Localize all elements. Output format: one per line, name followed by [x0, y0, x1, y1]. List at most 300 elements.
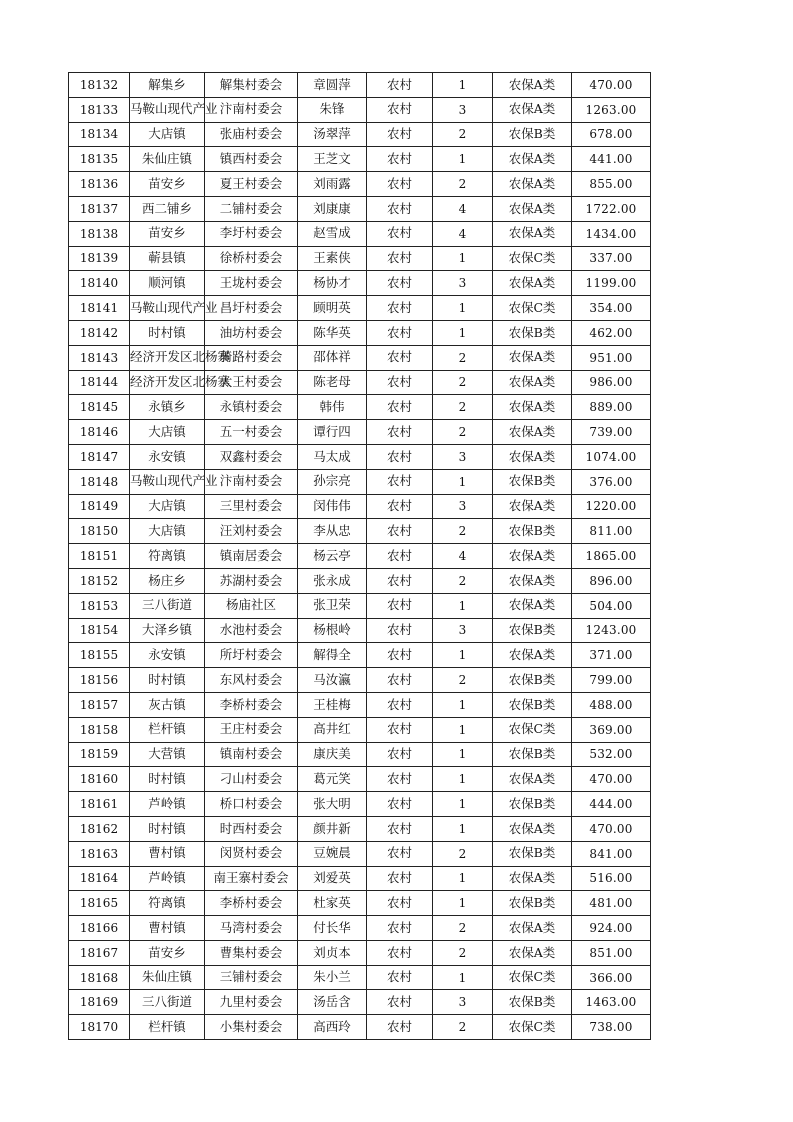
person-name-cell: 李从忠 [298, 519, 367, 544]
township-cell: 符离镇 [130, 544, 205, 569]
household-count-cell: 1 [433, 296, 493, 321]
household-count-cell: 3 [433, 990, 493, 1015]
township-cell: 曹村镇 [130, 916, 205, 941]
household-count-cell: 2 [433, 841, 493, 866]
household-count-cell: 2 [433, 172, 493, 197]
village-committee-cell: 桥口村委会 [205, 792, 298, 817]
table-row [69, 742, 651, 767]
amount-cell: 516.00 [572, 866, 651, 891]
area-type-cell: 农村 [367, 395, 433, 420]
person-name-cell: 颜井新 [298, 816, 367, 841]
township-cell: 符离镇 [130, 891, 205, 916]
person-name-cell: 陈老母 [298, 370, 367, 395]
table-row [69, 692, 651, 717]
table-row [69, 97, 651, 122]
table-row [69, 345, 651, 370]
insurance-category-cell: 农保A类 [493, 916, 572, 941]
person-name-cell: 杨协才 [298, 271, 367, 296]
area-type-cell: 农村 [367, 147, 433, 172]
area-type-cell: 农村 [367, 444, 433, 469]
township-cell: 大店镇 [130, 420, 205, 445]
household-count-cell: 2 [433, 668, 493, 693]
household-count-cell: 2 [433, 370, 493, 395]
township-cell: 永镇乡 [130, 395, 205, 420]
table-row [69, 271, 651, 296]
village-committee-cell: 汪刘村委会 [205, 519, 298, 544]
village-committee-cell: 镇西村委会 [205, 147, 298, 172]
insurance-category-cell: 农保A类 [493, 444, 572, 469]
record-number-cell: 18149 [69, 494, 130, 519]
area-type-cell: 农村 [367, 122, 433, 147]
township-cell: 时村镇 [130, 816, 205, 841]
township-cell: 苗安乡 [130, 221, 205, 246]
person-name-cell: 章圆萍 [298, 73, 367, 98]
table-row [69, 891, 651, 916]
person-name-cell: 张大明 [298, 792, 367, 817]
village-committee-cell: 李桥村委会 [205, 692, 298, 717]
person-name-cell: 邵体祥 [298, 345, 367, 370]
insurance-category-cell: 农保A类 [493, 767, 572, 792]
table-body [69, 73, 651, 1040]
household-count-cell: 1 [433, 717, 493, 742]
amount-cell: 1722.00 [572, 196, 651, 221]
record-number-cell: 18143 [69, 345, 130, 370]
township-cell: 解集乡 [130, 73, 205, 98]
insurance-category-cell: 农保C类 [493, 965, 572, 990]
township-cell: 永安镇 [130, 444, 205, 469]
household-count-cell: 2 [433, 1015, 493, 1040]
household-count-cell: 2 [433, 916, 493, 941]
person-name-cell: 朱锋 [298, 97, 367, 122]
area-type-cell: 农村 [367, 320, 433, 345]
household-count-cell: 2 [433, 940, 493, 965]
township-cell: 永安镇 [130, 643, 205, 668]
insurance-category-cell: 农保A类 [493, 940, 572, 965]
area-type-cell: 农村 [367, 618, 433, 643]
record-number-cell: 18162 [69, 816, 130, 841]
table-row [69, 469, 651, 494]
person-name-cell: 赵雪成 [298, 221, 367, 246]
township-cell: 大营镇 [130, 742, 205, 767]
amount-cell: 1074.00 [572, 444, 651, 469]
household-count-cell: 2 [433, 345, 493, 370]
area-type-cell: 农村 [367, 519, 433, 544]
area-type-cell: 农村 [367, 73, 433, 98]
township-cell: 西二铺乡 [130, 196, 205, 221]
village-committee-cell: 三铺村委会 [205, 965, 298, 990]
amount-cell: 470.00 [572, 73, 651, 98]
village-committee-cell: 二铺村委会 [205, 196, 298, 221]
insurance-category-cell: 农保B类 [493, 122, 572, 147]
insurance-category-cell: 农保A类 [493, 196, 572, 221]
household-count-cell: 3 [433, 618, 493, 643]
village-committee-cell: 双鑫村委会 [205, 444, 298, 469]
township-cell: 曹村镇 [130, 841, 205, 866]
table-row [69, 296, 651, 321]
record-number-cell: 18144 [69, 370, 130, 395]
record-number-cell: 18168 [69, 965, 130, 990]
table-row [69, 122, 651, 147]
township-cell: 大店镇 [130, 519, 205, 544]
household-count-cell: 2 [433, 122, 493, 147]
amount-cell: 678.00 [572, 122, 651, 147]
household-count-cell: 1 [433, 320, 493, 345]
record-number-cell: 18148 [69, 469, 130, 494]
village-committee-cell: 东风村委会 [205, 668, 298, 693]
township-cell: 大泽乡镇 [130, 618, 205, 643]
area-type-cell: 农村 [367, 990, 433, 1015]
amount-cell: 739.00 [572, 420, 651, 445]
amount-cell: 951.00 [572, 345, 651, 370]
village-committee-cell: 大王村委会 [205, 370, 298, 395]
record-number-cell: 18160 [69, 767, 130, 792]
insurance-category-cell: 农保A类 [493, 420, 572, 445]
village-committee-cell: 闵贤村委会 [205, 841, 298, 866]
area-type-cell: 农村 [367, 221, 433, 246]
record-number-cell: 18155 [69, 643, 130, 668]
record-number-cell: 18167 [69, 940, 130, 965]
area-type-cell: 农村 [367, 345, 433, 370]
insurance-category-cell: 农保B类 [493, 792, 572, 817]
table-row [69, 643, 651, 668]
township-cell: 顺河镇 [130, 271, 205, 296]
table-row [69, 395, 651, 420]
area-type-cell: 农村 [367, 172, 433, 197]
household-count-cell: 1 [433, 742, 493, 767]
area-type-cell: 农村 [367, 370, 433, 395]
area-type-cell: 农村 [367, 866, 433, 891]
insurance-category-cell: 农保B类 [493, 742, 572, 767]
area-type-cell: 农村 [367, 792, 433, 817]
area-type-cell: 农村 [367, 717, 433, 742]
household-count-cell: 2 [433, 395, 493, 420]
table-row [69, 866, 651, 891]
amount-cell: 924.00 [572, 916, 651, 941]
household-count-cell: 1 [433, 792, 493, 817]
village-committee-cell: 镇南居委会 [205, 544, 298, 569]
record-number-cell: 18150 [69, 519, 130, 544]
village-committee-cell: 九里村委会 [205, 990, 298, 1015]
household-count-cell: 1 [433, 469, 493, 494]
area-type-cell: 农村 [367, 469, 433, 494]
person-name-cell: 刘爱英 [298, 866, 367, 891]
person-name-cell: 王桂梅 [298, 692, 367, 717]
person-name-cell: 杜家英 [298, 891, 367, 916]
insurance-category-cell: 农保A类 [493, 172, 572, 197]
amount-cell: 504.00 [572, 593, 651, 618]
village-committee-cell: 徐桥村委会 [205, 246, 298, 271]
household-count-cell: 3 [433, 444, 493, 469]
person-name-cell: 王素侠 [298, 246, 367, 271]
record-number-cell: 18146 [69, 420, 130, 445]
record-number-cell: 18166 [69, 916, 130, 941]
amount-cell: 986.00 [572, 370, 651, 395]
amount-cell: 488.00 [572, 692, 651, 717]
household-count-cell: 3 [433, 97, 493, 122]
insurance-category-cell: 农保A类 [493, 221, 572, 246]
table-row [69, 444, 651, 469]
amount-cell: 366.00 [572, 965, 651, 990]
table-row [69, 420, 651, 445]
amount-cell: 462.00 [572, 320, 651, 345]
area-type-cell: 农村 [367, 246, 433, 271]
village-committee-cell: 三里村委会 [205, 494, 298, 519]
person-name-cell: 闵伟伟 [298, 494, 367, 519]
table-row [69, 618, 651, 643]
insurance-category-cell: 农保B类 [493, 519, 572, 544]
person-name-cell: 马汝瀛 [298, 668, 367, 693]
village-committee-cell: 王垅村委会 [205, 271, 298, 296]
table-row [69, 73, 651, 98]
record-number-cell: 18138 [69, 221, 130, 246]
amount-cell: 799.00 [572, 668, 651, 693]
person-name-cell: 王芝文 [298, 147, 367, 172]
record-number-cell: 18165 [69, 891, 130, 916]
person-name-cell: 付长华 [298, 916, 367, 941]
amount-cell: 738.00 [572, 1015, 651, 1040]
person-name-cell: 杨根岭 [298, 618, 367, 643]
record-number-cell: 18156 [69, 668, 130, 693]
village-committee-cell: 解集村委会 [205, 73, 298, 98]
village-committee-cell: 所圩村委会 [205, 643, 298, 668]
area-type-cell: 农村 [367, 742, 433, 767]
record-number-cell: 18157 [69, 692, 130, 717]
table-row [69, 246, 651, 271]
township-cell: 芦岭镇 [130, 866, 205, 891]
insurance-category-cell: 农保B类 [493, 320, 572, 345]
table-row [69, 544, 651, 569]
person-name-cell: 马太成 [298, 444, 367, 469]
insurance-category-cell: 农保A类 [493, 97, 572, 122]
village-committee-cell: 骑路村委会 [205, 345, 298, 370]
household-count-cell: 3 [433, 494, 493, 519]
record-number-cell: 18142 [69, 320, 130, 345]
household-count-cell: 1 [433, 692, 493, 717]
household-count-cell: 2 [433, 568, 493, 593]
amount-cell: 889.00 [572, 395, 651, 420]
person-name-cell: 高西玲 [298, 1015, 367, 1040]
township-cell: 经济开发区北杨寨 [130, 345, 205, 370]
insurance-category-cell: 农保B类 [493, 692, 572, 717]
person-name-cell: 张卫荣 [298, 593, 367, 618]
township-cell: 时村镇 [130, 320, 205, 345]
insurance-category-cell: 农保A类 [493, 866, 572, 891]
village-committee-cell: 五一村委会 [205, 420, 298, 445]
area-type-cell: 农村 [367, 420, 433, 445]
insurance-category-cell: 农保A类 [493, 395, 572, 420]
household-count-cell: 1 [433, 147, 493, 172]
village-committee-cell: 刁山村委会 [205, 767, 298, 792]
amount-cell: 354.00 [572, 296, 651, 321]
insurance-category-cell: 农保A类 [493, 147, 572, 172]
amount-cell: 371.00 [572, 643, 651, 668]
amount-cell: 811.00 [572, 519, 651, 544]
table-row [69, 519, 651, 544]
amount-cell: 896.00 [572, 568, 651, 593]
person-name-cell: 解得全 [298, 643, 367, 668]
township-cell: 三八街道 [130, 990, 205, 1015]
household-count-cell: 2 [433, 420, 493, 445]
insurance-category-cell: 农保A类 [493, 816, 572, 841]
table-row [69, 668, 651, 693]
insurance-category-cell: 农保B类 [493, 990, 572, 1015]
village-committee-cell: 南王寨村委会 [205, 866, 298, 891]
person-name-cell: 康庆美 [298, 742, 367, 767]
person-name-cell: 刘康康 [298, 196, 367, 221]
record-number-cell: 18170 [69, 1015, 130, 1040]
household-count-cell: 1 [433, 866, 493, 891]
area-type-cell: 农村 [367, 668, 433, 693]
amount-cell: 441.00 [572, 147, 651, 172]
village-committee-cell: 永镇村委会 [205, 395, 298, 420]
person-name-cell: 豆婉晨 [298, 841, 367, 866]
person-name-cell: 孙宗亮 [298, 469, 367, 494]
village-committee-cell: 汴南村委会 [205, 97, 298, 122]
table-row [69, 965, 651, 990]
amount-cell: 851.00 [572, 940, 651, 965]
amount-cell: 855.00 [572, 172, 651, 197]
township-cell: 栏杆镇 [130, 1015, 205, 1040]
household-count-cell: 1 [433, 965, 493, 990]
township-cell: 苗安乡 [130, 940, 205, 965]
area-type-cell: 农村 [367, 916, 433, 941]
person-name-cell: 朱小兰 [298, 965, 367, 990]
record-number-cell: 18161 [69, 792, 130, 817]
insurance-category-cell: 农保B类 [493, 668, 572, 693]
record-number-cell: 18153 [69, 593, 130, 618]
area-type-cell: 农村 [367, 643, 433, 668]
benefit-roster-table [68, 72, 651, 1040]
table-row [69, 147, 651, 172]
record-number-cell: 18133 [69, 97, 130, 122]
area-type-cell: 农村 [367, 965, 433, 990]
township-cell: 时村镇 [130, 668, 205, 693]
person-name-cell: 顾明英 [298, 296, 367, 321]
table-row [69, 593, 651, 618]
area-type-cell: 农村 [367, 692, 433, 717]
township-cell: 蕲县镇 [130, 246, 205, 271]
insurance-category-cell: 农保A类 [493, 544, 572, 569]
area-type-cell: 农村 [367, 296, 433, 321]
insurance-category-cell: 农保A类 [493, 345, 572, 370]
insurance-category-cell: 农保A类 [493, 593, 572, 618]
village-committee-cell: 曹集村委会 [205, 940, 298, 965]
village-committee-cell: 昌圩村委会 [205, 296, 298, 321]
amount-cell: 1220.00 [572, 494, 651, 519]
area-type-cell: 农村 [367, 494, 433, 519]
township-cell: 经济开发区北杨寨 [130, 370, 205, 395]
table-row [69, 990, 651, 1015]
record-number-cell: 18169 [69, 990, 130, 1015]
village-committee-cell: 镇南村委会 [205, 742, 298, 767]
insurance-category-cell: 农保A类 [493, 73, 572, 98]
village-committee-cell: 杨庙社区 [205, 593, 298, 618]
record-number-cell: 18141 [69, 296, 130, 321]
township-cell: 马鞍山现代产业 [130, 97, 205, 122]
record-number-cell: 18134 [69, 122, 130, 147]
person-name-cell: 张永成 [298, 568, 367, 593]
table-row [69, 792, 651, 817]
township-cell: 三八街道 [130, 593, 205, 618]
table-row [69, 767, 651, 792]
record-number-cell: 18163 [69, 841, 130, 866]
area-type-cell: 农村 [367, 97, 433, 122]
record-number-cell: 18139 [69, 246, 130, 271]
township-cell: 马鞍山现代产业 [130, 296, 205, 321]
table-row [69, 221, 651, 246]
amount-cell: 1243.00 [572, 618, 651, 643]
household-count-cell: 2 [433, 519, 493, 544]
township-cell: 朱仙庄镇 [130, 147, 205, 172]
household-count-cell: 1 [433, 643, 493, 668]
table-row [69, 370, 651, 395]
township-cell: 大店镇 [130, 122, 205, 147]
township-cell: 大店镇 [130, 494, 205, 519]
record-number-cell: 18132 [69, 73, 130, 98]
insurance-category-cell: 农保C类 [493, 1015, 572, 1040]
amount-cell: 1463.00 [572, 990, 651, 1015]
table-row [69, 816, 651, 841]
household-count-cell: 1 [433, 73, 493, 98]
village-committee-cell: 李桥村委会 [205, 891, 298, 916]
household-count-cell: 4 [433, 196, 493, 221]
person-name-cell: 韩伟 [298, 395, 367, 420]
insurance-category-cell: 农保B类 [493, 618, 572, 643]
insurance-category-cell: 农保C类 [493, 717, 572, 742]
household-count-cell: 1 [433, 816, 493, 841]
amount-cell: 1199.00 [572, 271, 651, 296]
township-cell: 芦岭镇 [130, 792, 205, 817]
amount-cell: 470.00 [572, 816, 651, 841]
person-name-cell: 高井红 [298, 717, 367, 742]
village-committee-cell: 苏湖村委会 [205, 568, 298, 593]
amount-cell: 841.00 [572, 841, 651, 866]
amount-cell: 444.00 [572, 792, 651, 817]
record-number-cell: 18159 [69, 742, 130, 767]
household-count-cell: 1 [433, 767, 493, 792]
township-cell: 苗安乡 [130, 172, 205, 197]
insurance-category-cell: 农保A类 [493, 494, 572, 519]
record-number-cell: 18140 [69, 271, 130, 296]
record-number-cell: 18147 [69, 444, 130, 469]
amount-cell: 337.00 [572, 246, 651, 271]
person-name-cell: 刘雨露 [298, 172, 367, 197]
area-type-cell: 农村 [367, 271, 433, 296]
insurance-category-cell: 农保A类 [493, 643, 572, 668]
area-type-cell: 农村 [367, 196, 433, 221]
table-row [69, 717, 651, 742]
village-committee-cell: 夏王村委会 [205, 172, 298, 197]
record-number-cell: 18145 [69, 395, 130, 420]
village-committee-cell: 李圩村委会 [205, 221, 298, 246]
village-committee-cell: 张庙村委会 [205, 122, 298, 147]
table-row [69, 1015, 651, 1040]
table-row [69, 494, 651, 519]
table-row [69, 940, 651, 965]
table-row [69, 320, 651, 345]
table-row [69, 841, 651, 866]
record-number-cell: 18136 [69, 172, 130, 197]
area-type-cell: 农村 [367, 940, 433, 965]
amount-cell: 376.00 [572, 469, 651, 494]
village-committee-cell: 汴南村委会 [205, 469, 298, 494]
village-committee-cell: 马湾村委会 [205, 916, 298, 941]
township-cell: 杨庄乡 [130, 568, 205, 593]
record-number-cell: 18164 [69, 866, 130, 891]
table-row [69, 196, 651, 221]
person-name-cell: 谭行四 [298, 420, 367, 445]
household-count-cell: 1 [433, 246, 493, 271]
